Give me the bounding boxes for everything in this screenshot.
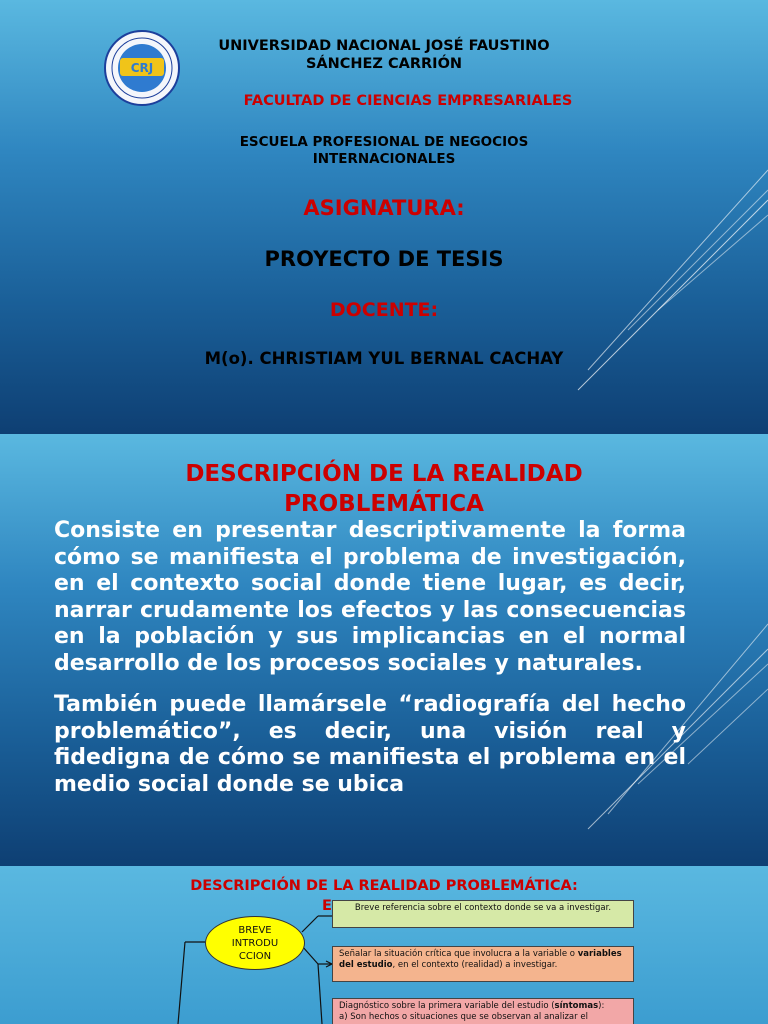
context-box bbox=[332, 900, 634, 928]
description-title-line1: DESCRIPCIÓN DE LA REALIDAD bbox=[185, 461, 583, 487]
description-paragraph-1: Consiste en presentar descriptivamente la forma cómo se manifiesta el problema de investigación, en el contexto social donde tiene lugar, es decir, narrar crudamente los efectos y las consecuencias en la población y sus implicancias en el normal desarrollo de los procesos sociales y naturales. bbox=[54, 518, 686, 676]
diagnosis-text-post: ): bbox=[598, 1001, 605, 1011]
critical-situation-text-post: , en el contexto (realidad) a investigar. bbox=[392, 960, 558, 970]
university-name-line2: SÁNCHEZ CARRIÓN bbox=[305, 56, 463, 72]
structure-title: DESCRIPCIÓN DE LA REALIDAD PROBLEMÁTICA: bbox=[190, 878, 578, 894]
school-name-line2: INTERNACIONALES bbox=[312, 151, 456, 167]
faculty-name: FACULTAD DE CIENCIAS EMPRESARIALES bbox=[243, 93, 573, 109]
intro-oval-label: BREVE INTRODU CCION bbox=[231, 924, 279, 962]
description-paragraph-2: También puede llamársele “radiografía del hecho problemático”, es decir, una visión real y fidedigna de cómo se manifiesta el problema en el medio social donde se ubica bbox=[54, 692, 686, 797]
critical-situation-box bbox=[332, 946, 634, 982]
slide-description bbox=[0, 434, 768, 866]
slide-structure bbox=[0, 866, 768, 1024]
subject-title: PROYECTO DE TESIS bbox=[264, 247, 504, 271]
slide-cover bbox=[0, 0, 768, 434]
structure-subtitle: E bbox=[322, 898, 332, 914]
diagnosis-text-pre: Diagnóstico sobre la primera variable del estudio ( bbox=[339, 1001, 555, 1011]
intro-oval bbox=[205, 916, 305, 970]
diagnosis-box bbox=[332, 998, 634, 1024]
school-name-line1: ESCUELA PROFESIONAL DE NEGOCIOS bbox=[239, 134, 529, 150]
svg-text:CRJ: CRJ bbox=[130, 61, 154, 75]
description-title-line2: PROBLEMÁTICA bbox=[284, 491, 484, 517]
teacher-name: M(o). CHRISTIAM YUL BERNAL CACHAY bbox=[204, 349, 564, 368]
teacher-label: DOCENTE: bbox=[329, 299, 439, 321]
diagnosis-text-line2: a) Son hechos o situaciones que se observan al analizar el bbox=[339, 1012, 588, 1022]
critical-situation-text-bold: variables del estudio bbox=[339, 949, 622, 970]
diagnosis-text-bold: síntomas bbox=[554, 1001, 599, 1011]
subject-label: ASIGNATURA: bbox=[303, 196, 465, 220]
context-box-text: Breve referencia sobre el contexto donde se va a investigar. bbox=[354, 903, 612, 913]
university-name-line1: UNIVERSIDAD NACIONAL JOSÉ FAUSTINO bbox=[218, 38, 550, 54]
critical-situation-text-pre: Señalar la situación crítica que involucra a la variable o bbox=[339, 949, 578, 959]
